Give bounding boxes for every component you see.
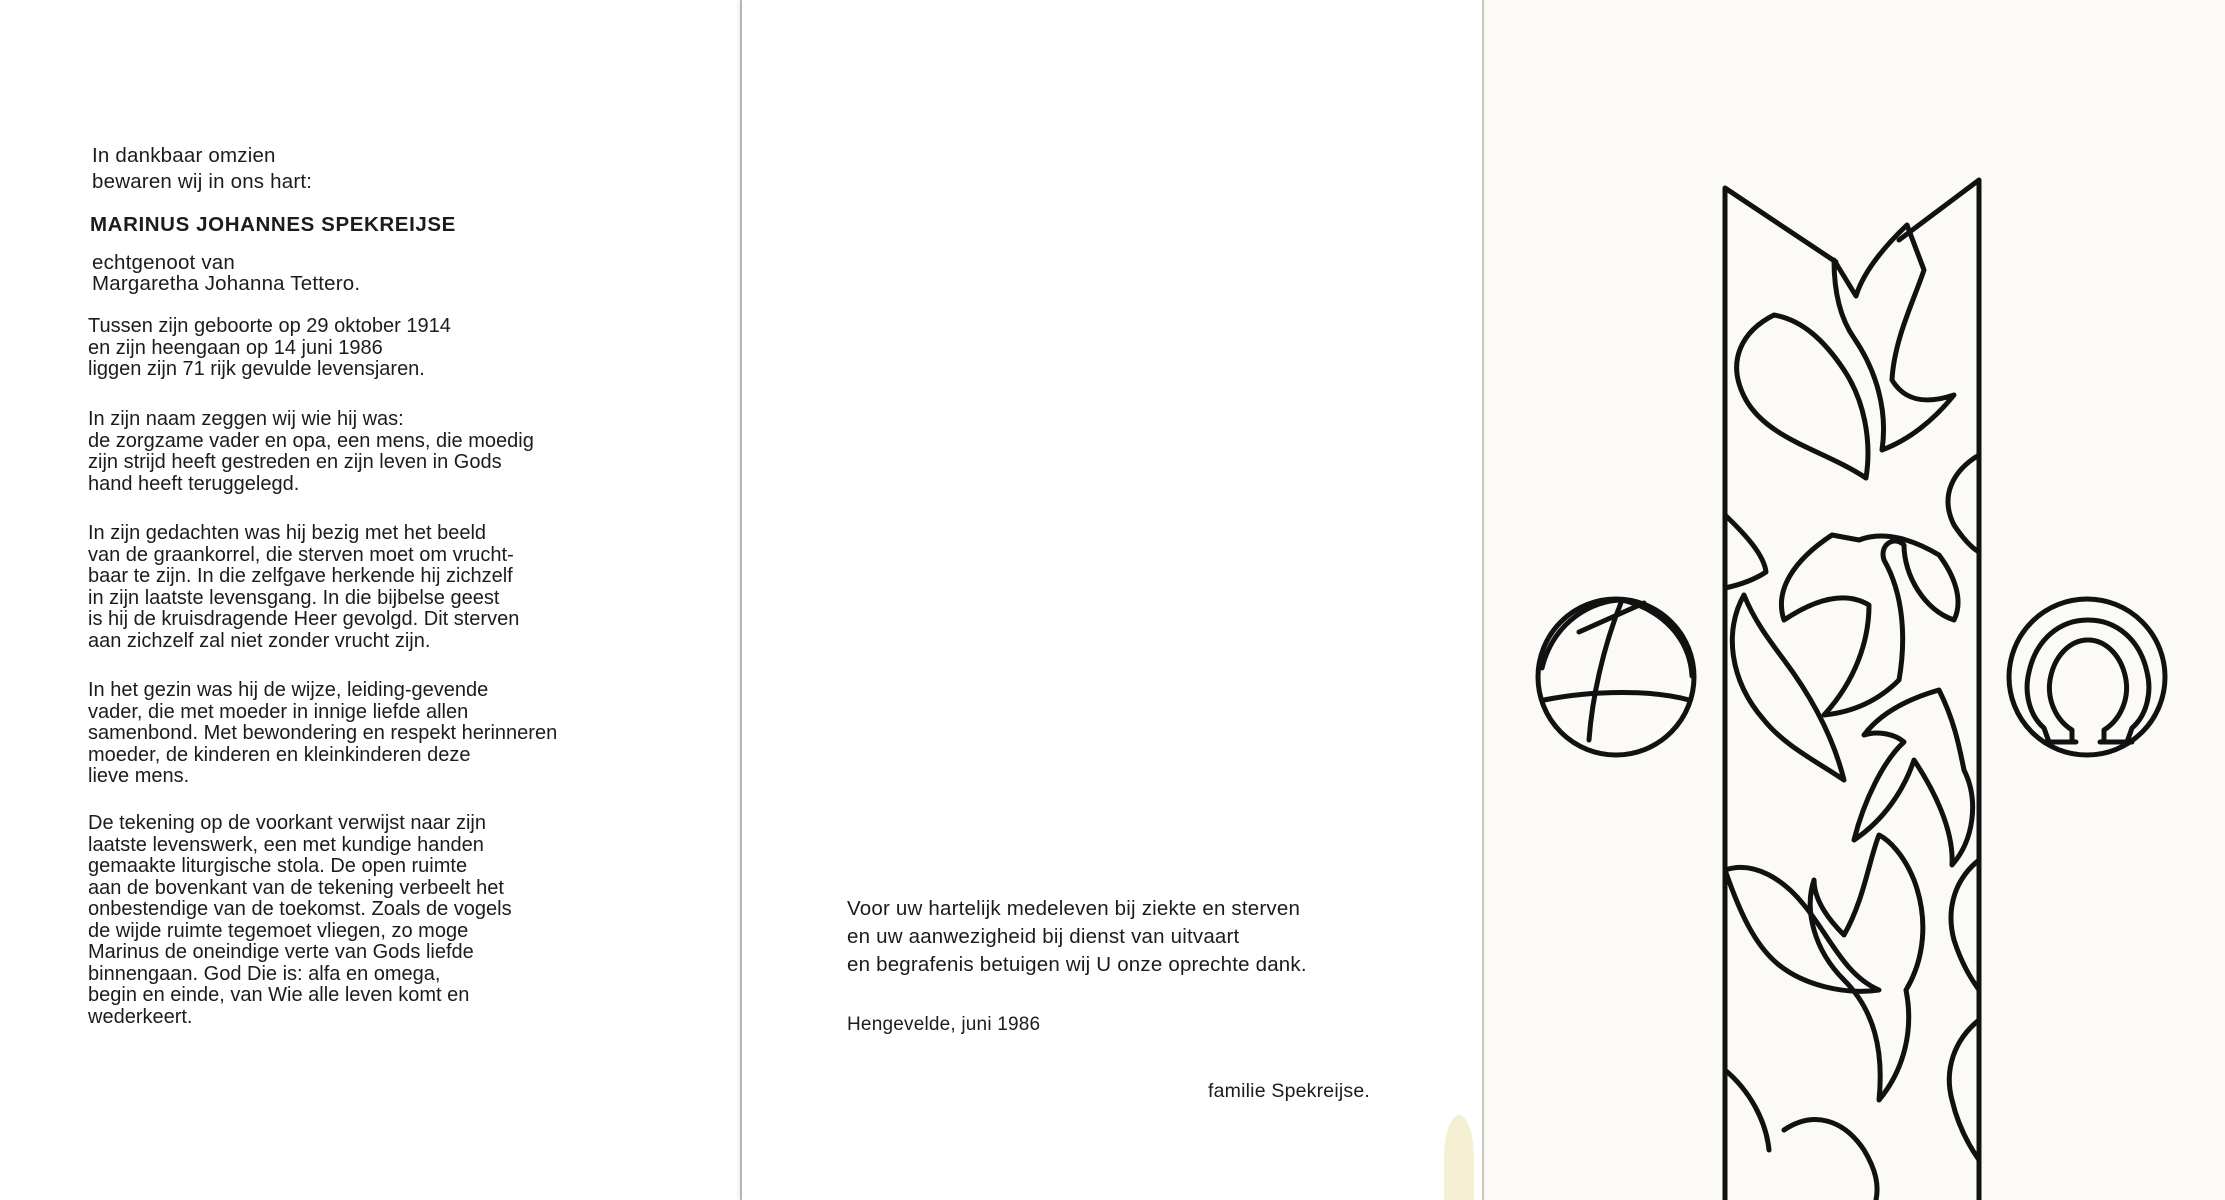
leaf-middle-left [1732,595,1844,780]
dove-bottom [1810,835,1923,1100]
inner-middle-panel [742,0,1482,1200]
dove-middle [1781,535,1958,715]
dove-lower [1854,690,1973,865]
opening-line-2: bewaren wij in ons hart: [92,170,313,193]
alpha-medallion [1538,599,1694,755]
deceased-name: MARINUS JOHANNES SPEKREIJSE [90,213,456,236]
opening-line-1: In dankbaar omzien [92,144,276,167]
inner-left-panel [0,0,740,1200]
family-signature: familie Spekreijse. [1208,1080,1371,1102]
spouse-line-1: echtgenoot van [92,251,235,274]
notch-left [1725,515,1766,588]
paragraph-character: In zijn naam zeggen wij wie hij was: de zorgzame vader en opa, een mens, die moedig zijn strijd heeft gestreden en zijn leven in Gods hand heeft teruggelegd. [88,408,534,495]
dove-top [1834,225,1954,450]
paragraph-family: In het gezin was hij de wijze, leiding-gevende vader, die met moeder in innige liefde allen samenbond. Met bewondering en respekt herinneren moeder, de kinderen en kleinkinderen deze lieve mens. [88,679,558,787]
life-dates-paragraph: Tussen zijn geboorte op 29 oktober 1914 en zijn heengaan op 14 juni 1986 liggen zijn 71 rijk gevulde levensjaren. [88,315,451,380]
omega-medallion [2009,599,2165,755]
leaf-upper-left [1737,315,1868,478]
thanks-line-2: en uw aanwezigheid bij dienst van uitvaart [847,925,1240,948]
leaf-bottom [1784,1120,1877,1200]
thanks-line-3: en begrafenis betuigen wij U onze oprechte dank. [847,953,1307,976]
arc-bottom-right [1949,1020,1979,1160]
arc-lower-right [1951,860,1979,990]
thanks-line-1: Voor uw hartelijk medeleven bij ziekte en sterven [847,897,1301,920]
paragraph-drawing: De tekening op de voorkant verwijst naar zijn laatste levenswerk, een met kundige handen gemaakte liturgische stola. De open ruimte aan de bovenkant van de tekening verbeelt het onbestendige van de toekomst. Zoals de vogels de wijde ruimte tegemoet vliegen, zo moge Marinus de oneindige verte van Gods liefde binnengaan. God Die is: alfa en omega, begin en einde, van Wie alle leven komt en wederkeert. [88,812,512,1028]
stola-illustration [1484,0,2225,1200]
spouse-line-2: Margaretha Johanna Tettero. [92,272,361,295]
paragraph-grain: In zijn gedachten was hij bezig met het beeld van de graankorrel, die sterven moet om vrucht- baar te zijn. In die zelfgave herkende hij zichzelf in zijn laatste levensgang. In die bijbelse geest is hij de kruisdragende Heer gevolgd. Dit sterven aan zichzelf zal niet zonder vrucht zijn. [88,522,520,652]
arc-upper-right [1948,455,1979,552]
curve-bottom-left [1725,1070,1769,1150]
cover-panel [1484,0,2225,1200]
leaf-lower-left [1725,867,1879,991]
paper-stain [1444,1115,1474,1200]
place-date: Hengevelde, juni 1986 [847,1014,1041,1035]
